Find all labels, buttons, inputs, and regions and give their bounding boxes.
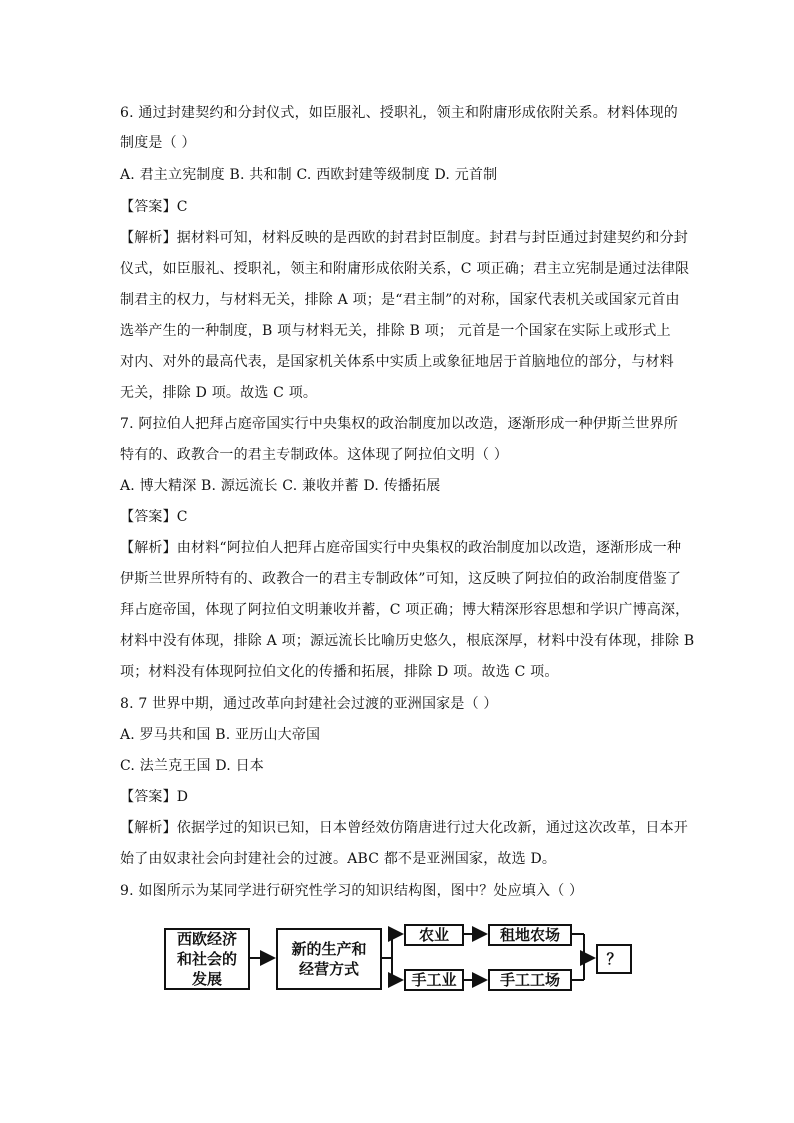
box-workshop: 手工工场 [488, 969, 572, 991]
box2-line: 经营方式 [298, 960, 359, 978]
text-line: 伊斯兰世界所特有的、政教合一的君主专制政体”可知，这反映了阿拉伯的政治制度借鉴了 [120, 571, 682, 587]
box2-line: 新的生产和 [291, 940, 367, 958]
text-line: 6. 通过封建契约和分封仪式，如臣服礼、授职礼，领主和附庸形成依附关系。材料体现的 [120, 105, 679, 121]
text-line: 8. 7 世界中期，通过改革向封建社会过渡的亚洲国家是（ ） [120, 696, 498, 712]
text-line: A. 君主立宪制度 B. 共和制 C. 西欧封建等级制度 D. 元首制 [120, 167, 498, 183]
text-line: C. 法兰克王国 D. 日本 [120, 758, 264, 774]
text-line: 【答案】C [120, 199, 188, 215]
box1-line: 和社会的 [176, 950, 237, 968]
box-question-mark: ？ [596, 944, 632, 974]
text-line: 【答案】D [120, 789, 189, 805]
text-line: 材料中没有体现，排除 A 项；源远流长比喻历史悠久，根底深厚，材料中没有体现，排除 B [120, 633, 695, 649]
knowledge-structure-diagram [160, 922, 640, 992]
text-line: 选举产生的一种制度，B 项与材料无关，排除 B 项； 元首是一个国家在实际上或形式上 [120, 323, 671, 339]
text-line: 特有的、政教合一的君主专制政体。这体现了阿拉伯文明（ ） [120, 447, 509, 463]
text-line: 拜占庭帝国，体现了阿拉伯文明兼收并蓄，C 项正确；博大精深形容思想和学识广博高深， [120, 602, 690, 618]
box-new-production-mode [276, 928, 382, 990]
box-west-europe-development [164, 928, 250, 990]
text-line: 对内、对外的最高代表，是国家机关体系中实质上或象征地居于首脑地位的部分，与材料 [120, 354, 674, 370]
box1-line: 西欧经济 [176, 930, 237, 948]
text-line: 项；材料没有体现阿拉伯文化的传播和拓展，排除 D 项。故选 C 项。 [120, 664, 559, 680]
text-line: 【解析】依据学过的知识已知，日本曾经效仿隋唐进行过大化改新，通过这次改革，日本开 [120, 820, 688, 836]
box1-line: 发展 [191, 970, 222, 988]
text-line: A. 博大精深 B. 源远流长 C. 兼收并蓄 D. 传播拓展 [120, 478, 441, 494]
text-line: 制君主的权力，与材料无关，排除 A 项；是“君主制”的对称，国家代表机关或国家元首由 [120, 292, 680, 308]
text-line: 始了由奴隶社会向封建社会的过渡。ABC 都不是亚洲国家，故选 D。 [120, 851, 557, 867]
text-line: 无关，排除 D 项。故选 C 项。 [120, 385, 318, 401]
text-line: A. 罗马共和国 B. 亚历山大帝国 [120, 727, 321, 743]
box-agriculture: 农业 [404, 924, 464, 946]
text-line: 【解析】据材料可知，材料反映的是西欧的封君封臣制度。封君与封臣通过封建契约和分封 [120, 230, 688, 246]
text-line: 7. 阿拉伯人把拜占庭帝国实行中央集权的政治制度加以改造，逐渐形成一种伊斯兰世界所 [120, 416, 679, 432]
box-tenant-farm: 租地农场 [488, 924, 572, 946]
text-line: 【答案】C [120, 509, 188, 525]
text-line: 【解析】由材料“阿拉伯人把拜占庭帝国实行中央集权的政治制度加以改造，逐渐形成一种 [120, 540, 682, 556]
text-line: 制度是（ ） [120, 135, 196, 151]
text-line: 9. 如图所示为某同学进行研究性学习的知识结构图，图中？处应填入（ ） [120, 883, 584, 899]
box-handicraft: 手工业 [404, 969, 464, 991]
text-line: 仪式，如臣服礼、授职礼，领主和附庸形成依附关系，C 项正确；君主立宪制是通过法律限 [120, 261, 690, 277]
